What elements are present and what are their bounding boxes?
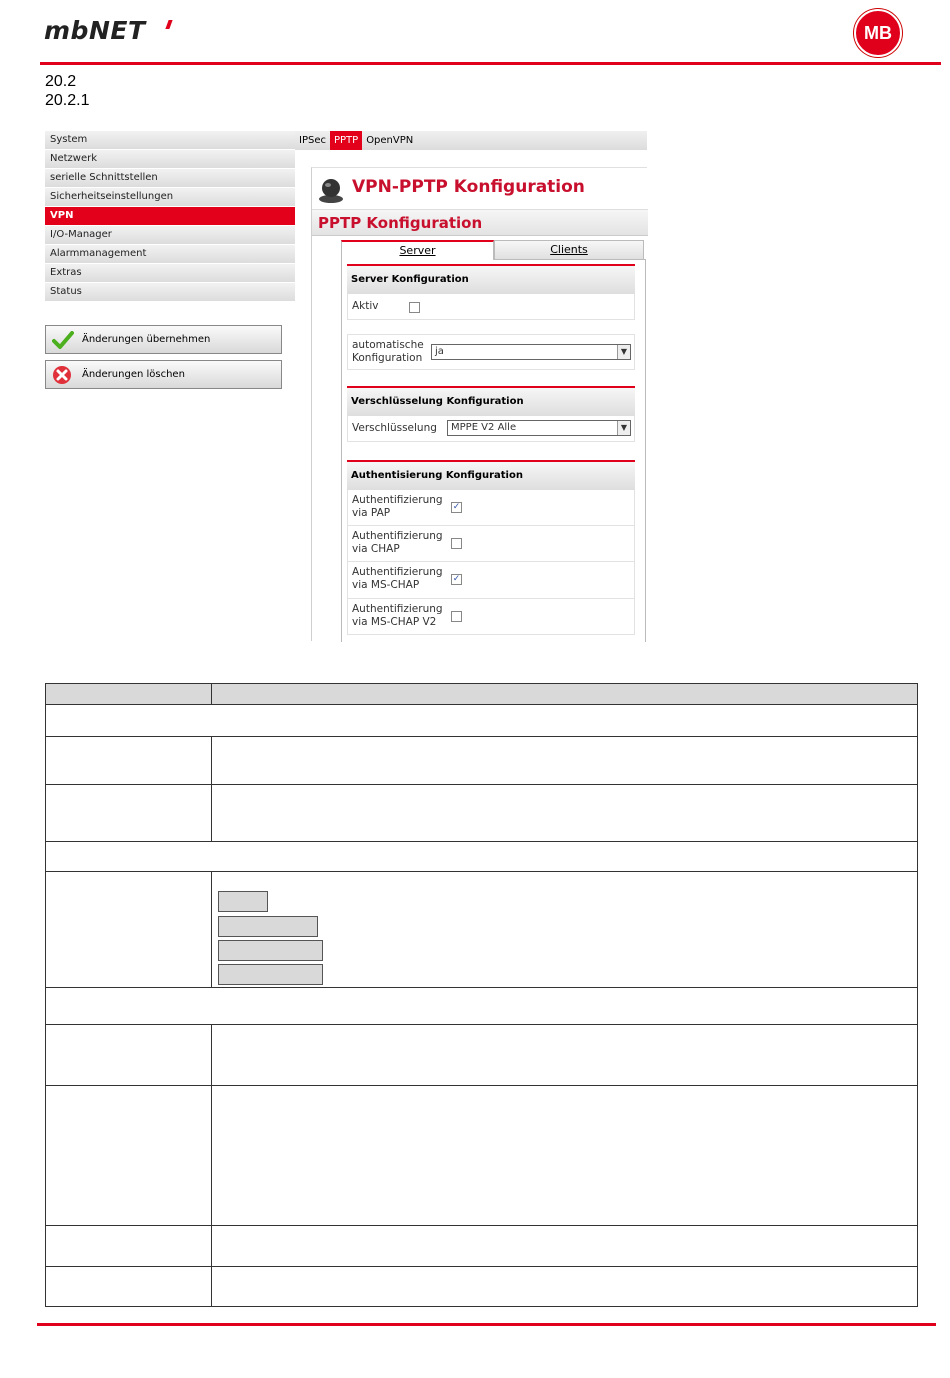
dropdown-arrow-icon: ▼ (617, 421, 630, 435)
auth-mschap-label-1: Authentifizierung (352, 566, 443, 578)
table-divider (46, 1266, 917, 1267)
encryption-label: Verschlüsselung (352, 422, 437, 434)
encryption-row (347, 416, 635, 442)
server-tab-body (341, 259, 646, 642)
table-divider (46, 841, 917, 842)
auth-mschapv2-label-1: Authentifizierung (352, 603, 443, 615)
auth-mschap-row (347, 562, 635, 599)
footer-rule (37, 1323, 936, 1326)
brand-wordmark: mbNET (44, 16, 146, 45)
table-header-row (46, 684, 917, 704)
vpn-type-tabs (295, 131, 647, 150)
auth-mschap-checkbox[interactable]: ✓ (452, 574, 461, 584)
discard-changes-button[interactable] (45, 360, 282, 389)
nav-item-sicherheitseinstellungen[interactable]: Sicherheitseinstellungen (45, 188, 295, 207)
table-divider (46, 1225, 917, 1226)
auth-pap-label-2: via PAP (352, 507, 391, 519)
description-table (45, 683, 918, 1307)
server-config-heading: Server Konfiguration (347, 264, 635, 294)
nav-item-system[interactable]: System (45, 131, 295, 150)
dropdown-arrow-icon: ▼ (617, 345, 630, 359)
auto-config-value: ja (435, 346, 444, 357)
table-column-divider (211, 684, 212, 704)
auth-mschapv2-label-2: via MS-CHAP V2 (352, 616, 437, 628)
nav-item-extras[interactable]: Extras (45, 264, 295, 283)
auth-chap-label-2: via CHAP (352, 543, 400, 555)
placeholder-field (218, 891, 268, 912)
apply-changes-label: Änderungen übernehmen (82, 334, 211, 345)
table-divider (46, 871, 917, 872)
placeholder-field (218, 940, 323, 961)
auth-chap-row (347, 526, 635, 562)
checkmark-icon (52, 331, 74, 349)
auto-config-select[interactable] (431, 344, 631, 360)
tab-clients[interactable]: Clients (494, 240, 644, 260)
brand-accent-mark (165, 20, 172, 29)
vpn-user-icon (317, 176, 345, 204)
table-divider (46, 987, 917, 988)
auto-config-label-1: automatische (352, 339, 424, 351)
auth-heading: Authentisierung Konfiguration (347, 460, 635, 490)
encryption-heading: Verschlüsselung Konfiguration (347, 386, 635, 416)
nav-item-io-manager[interactable]: I/O-Manager (45, 226, 295, 245)
nav-item-netzwerk[interactable]: Netzwerk (45, 150, 295, 169)
auth-mschapv2-checkbox[interactable] (451, 611, 462, 622)
auth-pap-row (347, 490, 635, 526)
mb-logo: MB (854, 9, 902, 57)
discard-changes-label: Änderungen löschen (82, 369, 185, 380)
placeholder-field (218, 964, 323, 985)
table-divider (46, 704, 917, 705)
tab-pptp[interactable]: PPTP (330, 131, 362, 150)
main-navigation (45, 131, 295, 302)
auto-config-label-2: Konfiguration (352, 352, 423, 364)
table-column-divider (211, 736, 212, 841)
nav-item-serielle-schnittstellen[interactable]: serielle Schnittstellen (45, 169, 295, 188)
table-divider (46, 736, 917, 737)
auth-mschapv2-row (347, 599, 635, 635)
panel-subtitle: PPTP Konfiguration (312, 209, 648, 236)
table-divider (46, 1085, 917, 1086)
section-number: 20.2 (45, 73, 77, 90)
aktiv-row (347, 294, 635, 320)
header-rule (40, 62, 941, 65)
tab-ipsec[interactable]: IPSec (299, 135, 326, 146)
subsection-number: 20.2.1 (45, 92, 90, 109)
aktiv-label: Aktiv (352, 300, 379, 312)
table-column-divider (211, 871, 212, 987)
red-x-icon (52, 365, 74, 385)
auth-chap-label-1: Authentifizierung (352, 530, 443, 542)
auth-pap-checkbox[interactable]: ✓ (452, 502, 461, 512)
nav-item-status[interactable]: Status (45, 283, 295, 302)
nav-item-vpn[interactable]: VPN (45, 207, 295, 226)
pptp-config-panel (311, 167, 647, 641)
auth-mschap-label-2: via MS-CHAP (352, 579, 420, 591)
placeholder-field (218, 916, 318, 937)
encryption-value: MPPE V2 Alle (451, 422, 517, 433)
tab-openvpn[interactable]: OpenVPN (366, 135, 414, 146)
auth-pap-label-1: Authentifizierung (352, 494, 443, 506)
tab-server[interactable]: Server (341, 240, 494, 260)
table-column-divider (211, 1024, 212, 1306)
table-divider (46, 1024, 917, 1025)
auto-config-row (347, 334, 635, 370)
apply-changes-button[interactable] (45, 325, 282, 354)
table-divider (46, 784, 917, 785)
nav-item-alarmmanagement[interactable]: Alarmmanagement (45, 245, 295, 264)
encryption-select[interactable] (447, 420, 631, 436)
aktiv-checkbox[interactable] (409, 302, 420, 313)
auth-chap-checkbox[interactable] (451, 538, 462, 549)
panel-title: VPN-PPTP Konfiguration (352, 177, 585, 197)
